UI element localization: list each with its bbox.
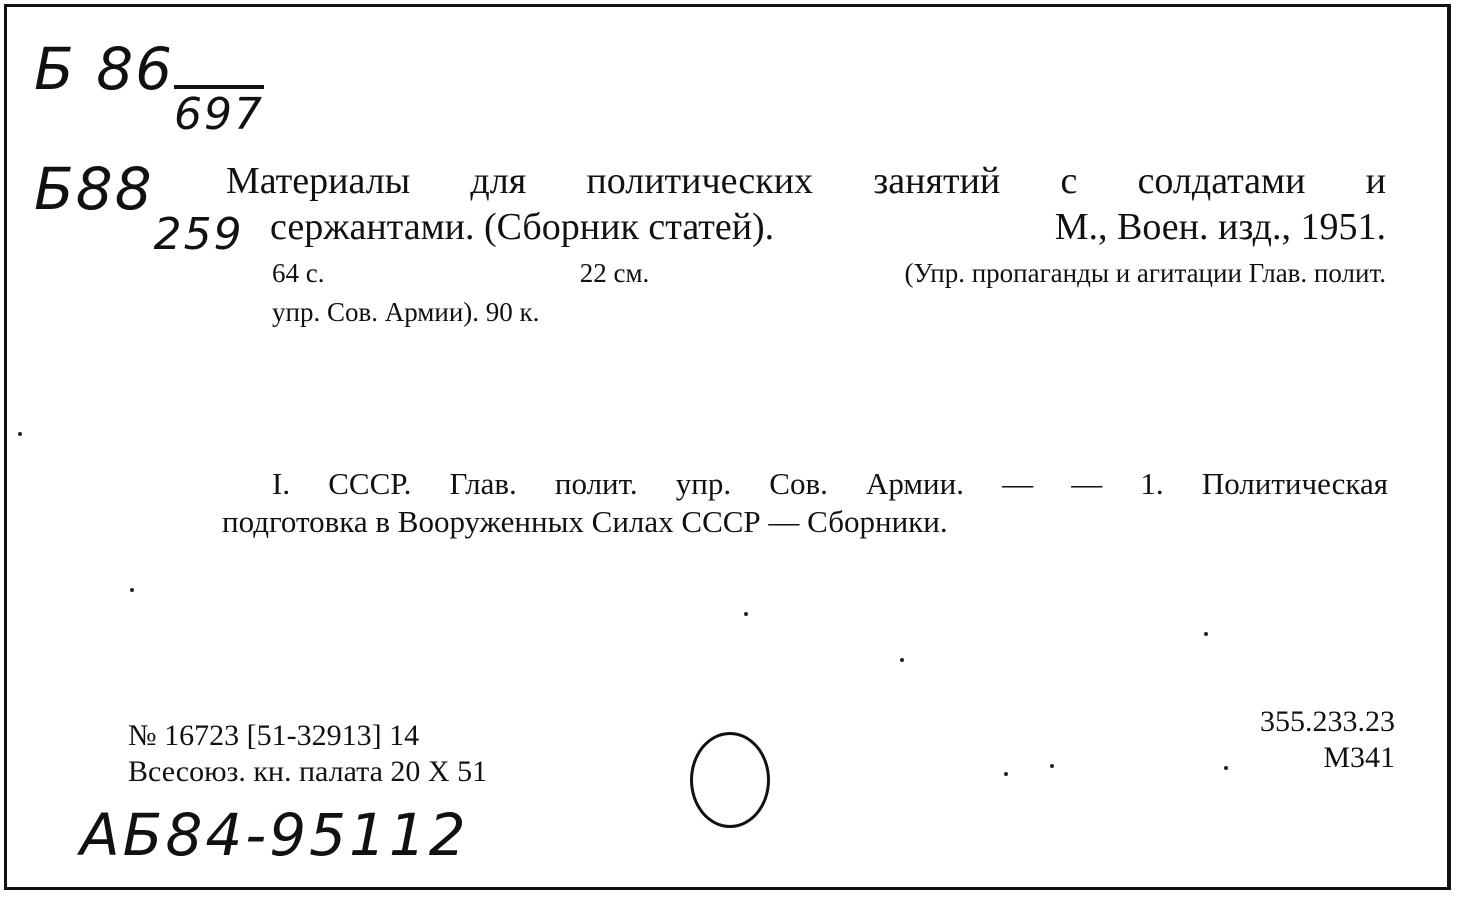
shelfmark-handwritten-1 (34, 35, 265, 140)
shelfmark-1-main: Б 86 (34, 35, 175, 103)
speck (18, 432, 22, 436)
speck (744, 612, 748, 616)
title-line-2 (270, 204, 1386, 250)
speck (900, 658, 904, 662)
tracing-line-2: подготовка в Вооруженных Силах СССР — Сборники. (222, 504, 948, 539)
title-line-2-title: сержантами. (Сборник статей). (270, 206, 775, 248)
author-mark: М341 (1323, 741, 1395, 774)
imprint-number: № 16723 [51-32913] 14 (128, 719, 420, 752)
classification-block (1260, 704, 1395, 776)
collation-size: 22 см. (579, 258, 650, 288)
inventory-number-handwritten: АБ84-95112 (80, 801, 469, 869)
title-line-1: Материалы для политических занятий с солдатами и (226, 160, 1386, 202)
tracing-line-1: I. СССР. Глав. полит. упр. Сов. Армии. — — 1. Политическая (272, 466, 1388, 501)
card-punch-hole (690, 732, 770, 828)
shelfmark-1-sub: 697 (174, 89, 265, 140)
collation-series: (Упр. пропаганды и агитации Глав. полит. (904, 258, 1386, 288)
imprint-block (128, 718, 487, 790)
speck (1224, 766, 1228, 770)
collation-pages: 64 с. (272, 258, 325, 288)
imprint-chamber: Всесоюз. кн. палата 20 X 51 (128, 755, 488, 788)
speck (1204, 632, 1208, 636)
collation-line-2: упр. Сов. Армии). 90 к. (272, 297, 540, 327)
shelfmark-handwritten-2 (34, 155, 244, 260)
speck (1004, 772, 1008, 776)
shelfmark-2-sub: 259 (153, 209, 244, 260)
title-line-2-publication: М., Воен. изд., 1951. (1054, 206, 1386, 248)
class-number: 355.233.23 (1260, 705, 1395, 738)
shelfmark-2-main: Б88 (34, 155, 154, 223)
speck (130, 588, 134, 592)
collation-line-1 (272, 254, 1386, 292)
speck (1050, 764, 1054, 768)
